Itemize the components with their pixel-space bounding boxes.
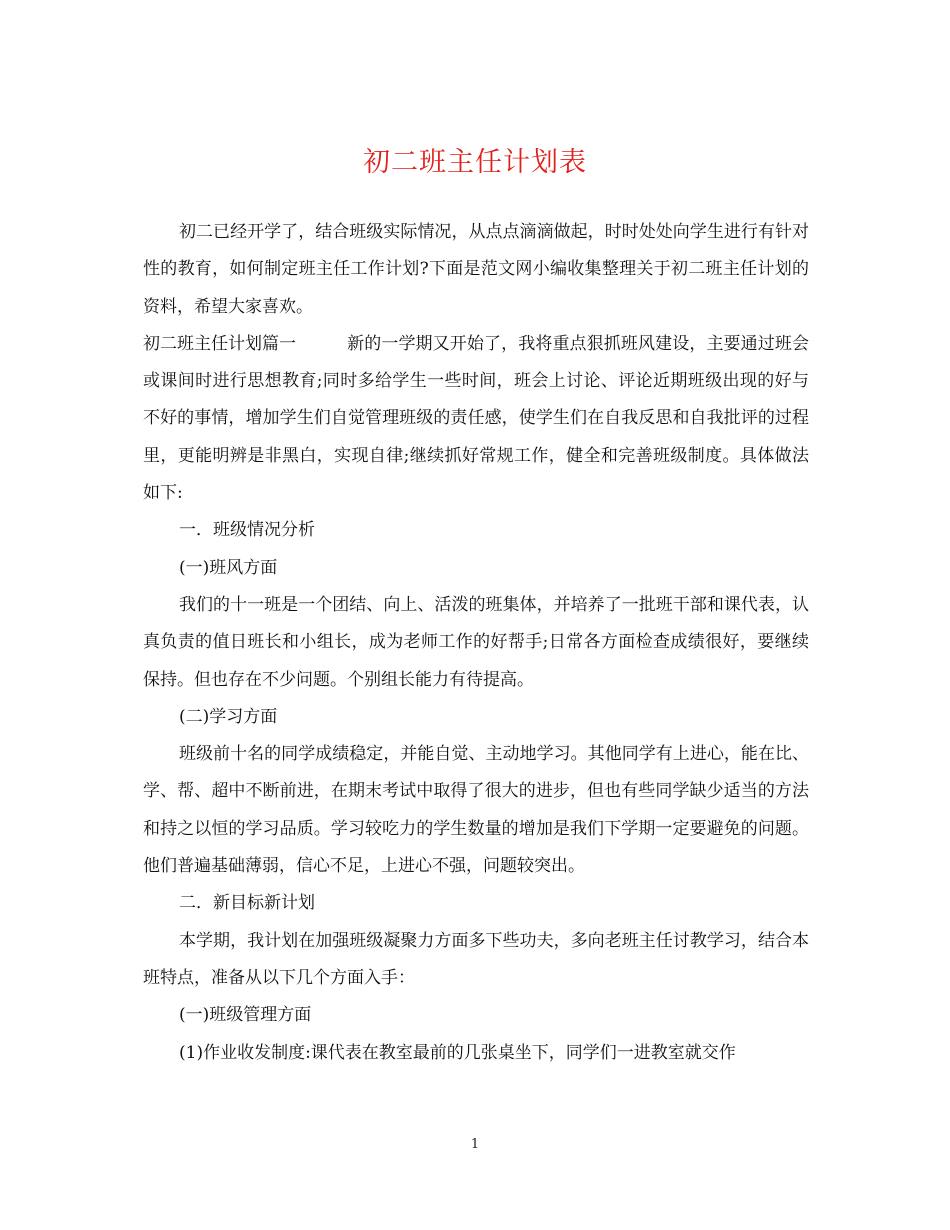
section-intro-paragraph [143,326,809,512]
heading-new-goals: 二．新目标新计划 [179,893,315,914]
section-intro-text: 新的一学期又开始了，我将重点狠抓班风建设，主要通过班会或课间时进行思想教育;同时多给学生一些时间，班会上讨论、评论近期班级出现的好与不好的事情，增加学生们自觉管理班级的责任感，使学生们在自我反思和自我批评的过程里，更能明辨是非黑白，实现自律;继续抓好常规工作，健全和完善班级制度。具体做法如下: [143,333,809,504]
intro-paragraph: 初二已经开学了，结合班级实际情况，从点点滴滴做起，时时处处向学生进行有针对性的教育，如何制定班主任工作计划?下面是范文网小编收集整理关于初二班主任计划的资料，希望大家喜欢。 [143,222,809,317]
heading-class-analysis: 一．班级情况分析 [179,520,315,541]
new-goals-paragraph: 本学期，我计划在加强班级凝聚力方面多下些功夫，多向老班主任讨教学习，结合本班特点，准备从以下几个方面入手： [143,930,809,988]
document-title: 初二班主任计划表 [363,147,587,178]
page-number: 1 [470,1137,480,1152]
document-body [143,214,809,1072]
section-label: 初二班主任计划篇一 [143,333,296,354]
subheading-class-style: (一)班风方面 [179,557,278,578]
homework-system-paragraph: (1)作业收发制度:课代表在教室最前的几张桌坐下，同学们一进教室就交作 [179,1042,736,1063]
subheading-study: (二)学习方面 [179,706,278,727]
class-style-paragraph: 我们的十一班是一个团结、向上、活泼的班集体，并培养了一批班干部和课代表，认真负责的值日班长和小组长，成为老师工作的好帮手;日常各方面检查成绩很好，要继续保持。但也存在不少问题。个别组长能力有待提高。 [143,594,809,690]
study-paragraph: 班级前十名的同学成绩稳定，并能自觉、主动地学习。其他同学有上进心，能在比、学、帮、超中不断前进，在期末考试中取得了很大的进步，但也有些同学缺少适当的方法和持之以恒的学习品质。学习较吃力的学生数量的增加是我们下学期一定要避免的问题。他们普遍基础薄弱，信心不足，上进心不强，问题较突出。 [143,744,809,877]
subheading-class-management: (一)班级管理方面 [179,1005,312,1026]
